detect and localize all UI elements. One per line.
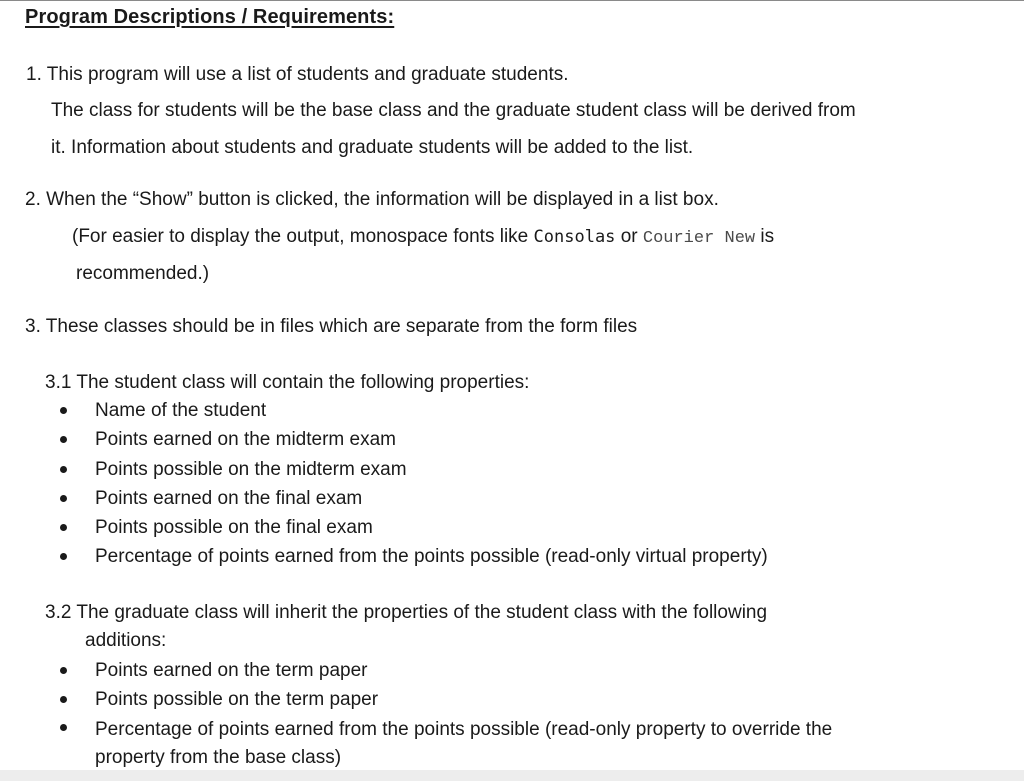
bullet-icon [60, 667, 67, 674]
list-item-text: Percentage of points earned from the points possible (read-only virtual property) [95, 546, 768, 567]
bullet-icon [60, 524, 67, 531]
page-bottom-edge [0, 770, 1024, 781]
list-item-text: Name of the student [95, 400, 267, 421]
item-2-line-2-text-before: (For easier to display the output, monospace fonts like [72, 226, 534, 247]
item-2-line-2 [72, 225, 774, 251]
section-3-2-heading-line-2: additions: [85, 630, 167, 651]
bullet-icon [60, 495, 67, 502]
bullet-icon [60, 466, 67, 473]
list-item-text: Points earned on the final exam [95, 488, 363, 509]
courier-new-font-sample: Courier New [642, 229, 756, 248]
item-1-line-1: 1. This program will use a list of students and graduate students. [26, 64, 569, 85]
list-item-text: Points possible on the term paper [95, 689, 379, 710]
page-title: Program Descriptions / Requirements: [25, 6, 395, 28]
bullet-icon [60, 696, 67, 703]
item-2-line-2-text-after: is [755, 226, 775, 247]
item-1-line-2: The class for students will be the base class and the graduate student class will be derived from [51, 100, 856, 121]
bullet-icon [60, 436, 67, 443]
item-2-line-3: recommended.) [76, 263, 210, 284]
bullet-icon [60, 724, 67, 731]
list-item-text: Percentage of points earned from the points possible (read-only property to override the property from the base class) [95, 719, 833, 768]
list-item-text: Points earned on the midterm exam [95, 429, 396, 450]
bullet-icon [60, 553, 67, 560]
list-item-text: Points earned on the term paper [95, 660, 368, 681]
item-2-line-1: 2. When the “Show” button is clicked, the information will be displayed in a list box. [25, 189, 719, 210]
bullet-icon [60, 407, 67, 414]
list-item-text: Points possible on the midterm exam [95, 459, 407, 480]
section-3-1-heading: 3.1 The student class will contain the following properties: [45, 372, 530, 393]
item-2-line-2-or: or [615, 226, 643, 247]
section-3-2-heading-line-1: 3.2 The graduate class will inherit the properties of the student class with the following [45, 602, 768, 623]
consolas-font-sample: Consolas [533, 227, 616, 247]
list-item-text: Points possible on the final exam [95, 517, 373, 538]
item-1-line-3: it. Information about students and graduate students will be added to the list. [51, 137, 694, 158]
item-3-line-1: 3. These classes should be in files which are separate from the form files [25, 316, 638, 337]
